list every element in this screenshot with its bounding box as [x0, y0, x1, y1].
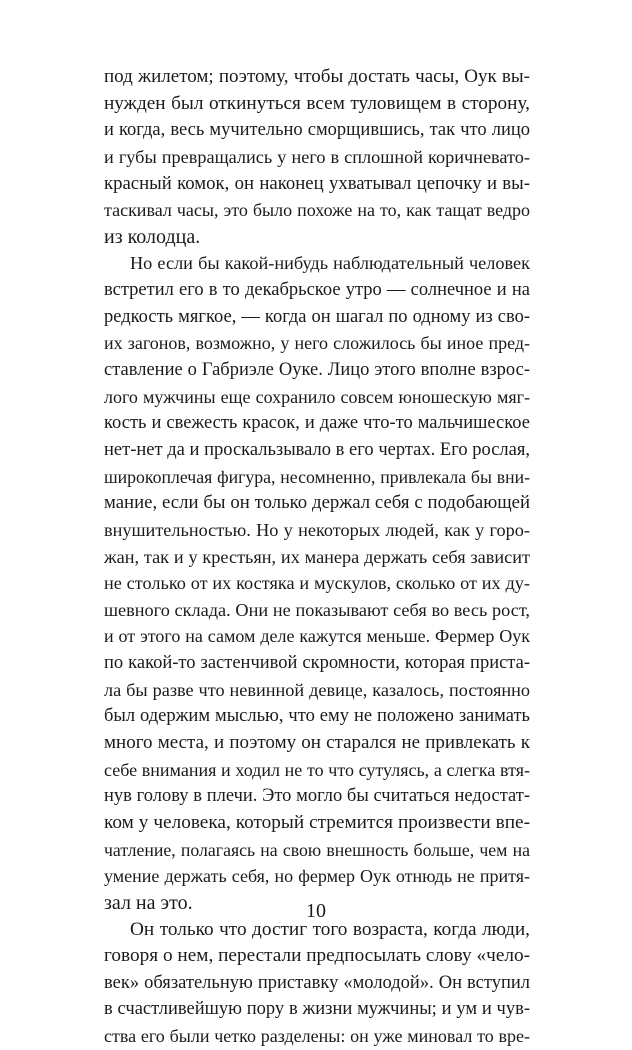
text-line: по какой-то застенчивой скромности, которая приста-	[104, 653, 530, 674]
text-line: и губы превращались у него в сплошной коричневато-	[104, 146, 530, 167]
text-line: не столько от их костяка и мускулов, сколько от их ду-	[104, 573, 530, 594]
text-line: в счастливейшую пору в жизни мужчины; и ум и чув-	[104, 999, 530, 1020]
text-line: себе внимания и ходил не то что сутулясь, а слегка втя-	[104, 759, 530, 780]
text-line: Он только что достиг того возраста, когда люди,	[130, 918, 530, 940]
text-line: чатление, полагаясь на свою внешность больше, чем на	[104, 839, 530, 860]
text-line: красный комок, он наконец ухватывал цепочку и вы-	[104, 172, 530, 194]
text-line: мание, если бы он только держал себя с подобающей	[104, 492, 530, 514]
text-line: жан, так и у крестьян, их манера держать себя зависит	[104, 546, 530, 567]
page-number: 10	[306, 900, 326, 922]
text-line: и от этого на самом деле кажутся меньше. Фермер Оук	[104, 626, 530, 647]
text-line: из колодца.	[104, 225, 201, 248]
text-line: нув голову в плечи. Это могло бы считаться недостат-	[104, 786, 530, 807]
text-line: широкоплечая фигура, несомненно, привлекала бы вни-	[104, 466, 530, 487]
text-line: много места, и поэтому он старался не привлекать к	[104, 732, 530, 754]
text-line: зал на это.	[104, 891, 193, 914]
text-line: Но если бы какой-нибудь наблюдательный человек	[130, 253, 530, 274]
text-line: кость и свежесть красок, и даже что-то мальчишеское	[104, 413, 530, 434]
text-line: лого мужчины еще сохранило совсем юношескую мяг-	[104, 386, 530, 407]
text-line: умение держать себя, но фермер Оук отнюдь не притя-	[104, 866, 530, 887]
text-line: внушительностью. Но у некоторых людей, как у горо-	[104, 519, 530, 540]
text-line: встретил его в то декабрьское утро — солнечное и на	[104, 280, 530, 301]
text-line: ком у человека, который стремится произвести впе-	[104, 811, 530, 833]
text-line: ставление о Габриэле Оуке. Лицо этого вполне взрос-	[104, 360, 530, 381]
text-line: был одержим мыслью, что ему не положено занимать	[104, 706, 530, 727]
text-line: ла бы разве что невинной девице, казалось, постоянно	[104, 679, 530, 700]
text-line: шевного склада. Они не показывают себя во весь рост,	[104, 599, 530, 620]
text-line: их загонов, возможно, у него сложилось бы иное пред-	[104, 333, 530, 354]
text-line: таскивал часы, это было похоже на то, как тащат ведро	[104, 200, 530, 221]
text-line: и когда, весь мучительно сморщившись, так что лицо	[104, 120, 530, 141]
text-line: век» обязательную приставку «молодой». Он вступил	[104, 972, 530, 993]
text-line: ства его были четко разделены: он уже миновал то вре-	[104, 1026, 530, 1047]
text-line: нужден был откинуться всем туловищем в сторону,	[104, 92, 530, 114]
text-line: говоря о нем, перестали предпосылать слову «чело-	[104, 945, 530, 967]
text-line: редкость мягкое, — когда он шагал по одному из сво-	[104, 306, 530, 327]
text-line: нет-нет да и проскальзывало в его чертах. Его рослая,	[104, 439, 530, 460]
text-line: под жилетом; поэтому, чтобы достать часы, Оук вы-	[104, 66, 530, 87]
